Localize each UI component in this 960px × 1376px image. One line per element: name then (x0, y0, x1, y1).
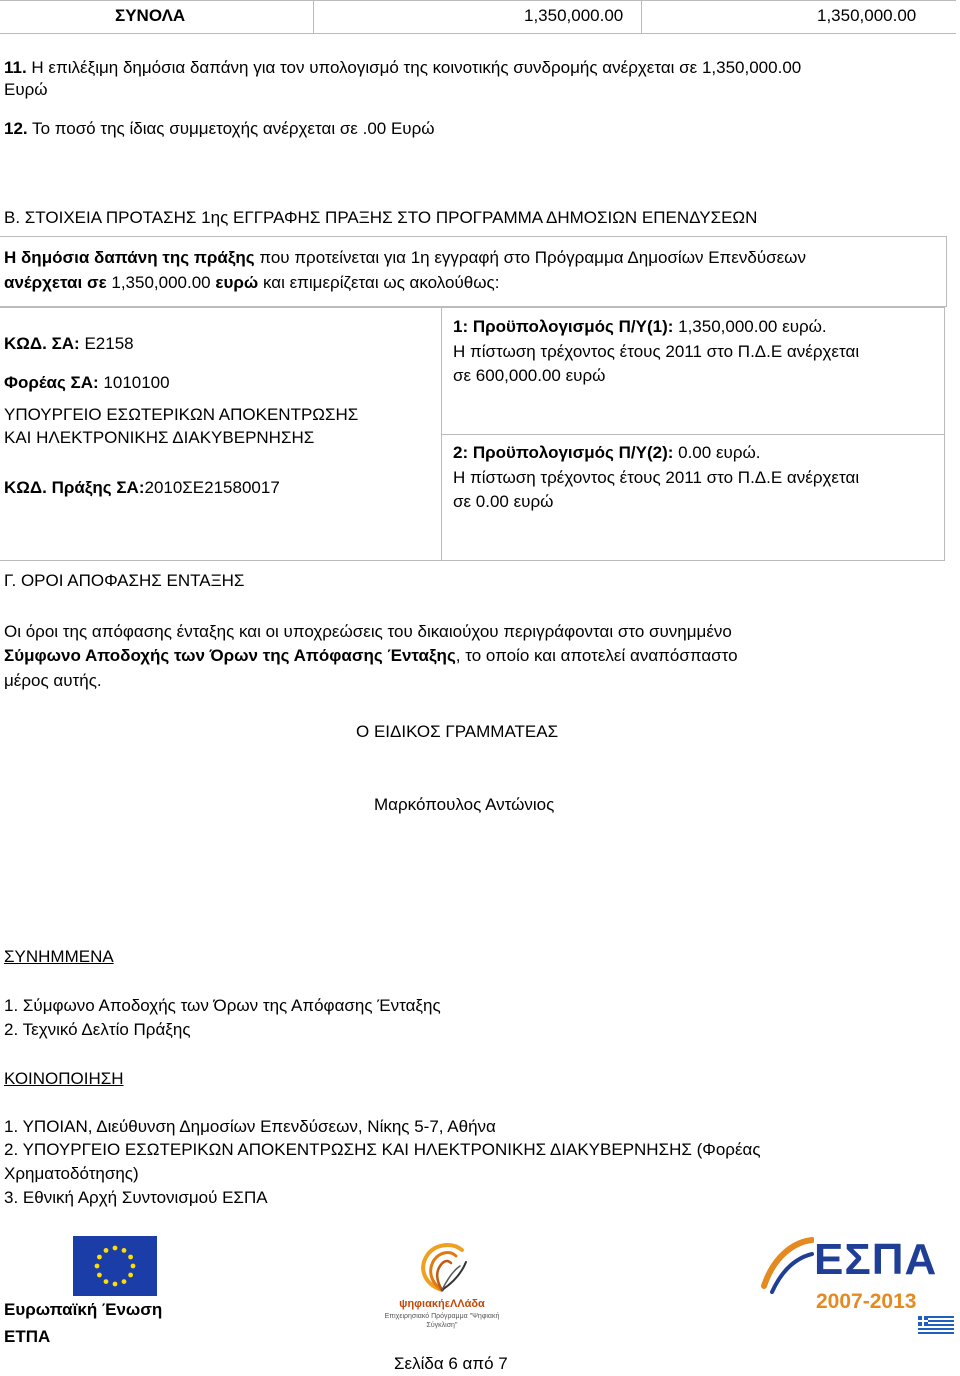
description-bold-1: Η δημόσια δαπάνη της πράξης (4, 248, 255, 267)
notification-item-1: 1. ΥΠΟΙΑΝ, Διεύθυνση Δημοσίων Επενδύσεων, Νίκης 5-7, Αθήνα (4, 1117, 496, 1136)
divider (313, 1, 314, 33)
signatory-title: Ο ΕΙΔΙΚΟΣ ΓΡΑΜΜΑΤΕΑΣ (356, 722, 559, 741)
budget-horizontal-divider (441, 434, 944, 435)
description-text-3: και επιμερίζεται ως ακολούθως: (258, 273, 500, 292)
notification-item-3: 3. Εθνική Αρχή Συντονισμού ΕΣΠΑ (4, 1188, 268, 1207)
notification-item-2-line-2: Χρηματοδότησης) (4, 1164, 139, 1183)
kod-praxis-label: ΚΩΔ. Πράξης ΣΑ: (4, 478, 145, 497)
notification-heading: ΚΟΙΝΟΠΟΙΗΣΗ (4, 1069, 124, 1088)
section-c-line-1: Οι όροι της απόφασης ένταξης και οι υποχρεώσεις του δικαιούχου περιγράφονται στο συνημμένο (4, 622, 732, 641)
greek-flag-icon (918, 1316, 954, 1334)
eu-flag-icon (73, 1236, 157, 1296)
totals-value-2: 1,350,000.00 (817, 6, 917, 25)
section-b-title: Β. ΣΤΟΙΧΕΙΑ ΠΡΟΤΑΣΗΣ 1ης ΕΓΓΡΑΦΗΣ ΠΡΑΞΗΣ ΣΤΟ ΠΡΟΓΡΑΜΜΑ ΔΗΜΟΣΙΩΝ ΕΠΕΝΔΥΣΕΩΝ (4, 208, 758, 227)
kod-praxis-value: 2010ΣΕ21580017 (144, 478, 280, 497)
item-12-text: Το ποσό της ίδιας συμμετοχής ανέρχεται σε .00 Ευρώ (27, 119, 435, 138)
espa-logo-years: 2007-2013 (816, 1290, 917, 1313)
foreas-sa-label: Φορέας ΣΑ: (4, 373, 99, 392)
agreement-title: Σύμφωνο Αποδοχής των Όρων της Απόφασης Ένταξης (4, 646, 456, 665)
kod-sa-value: Ε2158 (79, 334, 134, 353)
description-text-1: που προτείνεται για 1η εγγραφή στο Πρόγραμμα Δημοσίων Επενδύσεων (254, 248, 806, 267)
item-11-line-1 (4, 56, 801, 80)
foreas-sa (4, 371, 170, 395)
kod-praxis-sa (4, 476, 280, 500)
page-number: Σελίδα 6 από 7 (394, 1354, 508, 1373)
budget-2-value: 0.00 ευρώ. (673, 443, 761, 462)
totals-value-1: 1,350,000.00 (524, 6, 624, 25)
foreas-sa-value: 1010100 (98, 373, 170, 392)
totals-row (0, 0, 956, 34)
budget-2-line-3: σε 0.00 ευρώ (453, 492, 554, 511)
digital-greece-logo-text: ψηφιακήεΛΛάδα (399, 1298, 485, 1310)
description-text-2: 1,350,000.00 (106, 273, 216, 292)
espa-logo-text: ΕΣΠΑ (814, 1235, 938, 1284)
budget-2-line-2: Η πίστωση τρέχοντος έτους 2011 στο Π.Δ.Ε ανέρχεται (453, 468, 860, 487)
item-12-number: 12. (4, 119, 28, 138)
section-c-line-2-rest: , το οποίο και αποτελεί αναπόσπαστο (455, 646, 738, 665)
digital-greece-logo (382, 1232, 502, 1332)
section-c-title: Γ. ΟΡΟΙ ΑΠΟΦΑΣΗΣ ΕΝΤΑΞΗΣ (4, 571, 245, 590)
fund-label: ΕΤΠΑ (4, 1327, 51, 1346)
digital-greece-logo-subtext: Επιχειρησιακό Πρόγραμμα "Ψηφιακή Σύγκλιση" (384, 1313, 500, 1329)
section-c-line-2 (4, 644, 738, 668)
description-line-1 (4, 246, 806, 270)
budget-1-line-3: σε 600,000.00 ευρώ (453, 366, 606, 385)
item-12 (4, 117, 435, 141)
eu-stars (95, 1246, 136, 1287)
description-bold-2: ανέρχεται σε (4, 273, 107, 292)
eu-label: Ευρωπαϊκή Ένωση (4, 1300, 163, 1319)
item-11-text: Η επιλέξιμη δημόσια δαπάνη για τον υπολογισμό της κοινοτικής συνδρομής ανέρχεται σε 1,350,000.00 (26, 58, 802, 77)
description-line-2 (4, 271, 499, 295)
budget-1-value: 1,350,000.00 ευρώ. (673, 317, 827, 336)
budget-1-line-2: Η πίστωση τρέχοντος έτους 2011 στο Π.Δ.Ε ανέρχεται (453, 342, 860, 361)
kod-sa (4, 332, 134, 356)
item-11-line-2: Ευρώ (4, 80, 48, 99)
section-c-line-3: μέρος αυτής. (4, 671, 102, 690)
digital-greece-swirl-icon (382, 1232, 502, 1296)
signatory-name: Μαρκόπουλος Αντώνιος (374, 795, 555, 814)
attachment-item: 2. Τεχνικό Δελτίο Πράξης (4, 1020, 191, 1039)
budget-2-line-1 (453, 441, 760, 465)
budget-1-line-1 (453, 315, 827, 339)
notification-item-2-line-1: 2. ΥΠΟΥΡΓΕΙΟ ΕΣΩΤΕΡΙΚΩΝ ΑΠΟΚΕΝΤΡΩΣΗΣ ΚΑΙ ΗΛΕΚΤΡΟΝΙΚΗΣ ΔΙΑΚΥΒΕΡΝΗΣΗΣ (Φορέας (4, 1140, 761, 1159)
attachments-heading: ΣΥΝΗΜΜΕΝΑ (4, 947, 114, 966)
ministry-line-2: ΚΑΙ ΗΛΕΚΤΡΟΝΙΚΗΣ ΔΙΑΚΥΒΕΡΝΗΣΗΣ (4, 428, 315, 447)
budget-1-label: 1: Προϋπολογισμός Π/Υ(1): (453, 317, 674, 336)
kod-sa-label: ΚΩΔ. ΣΑ: (4, 334, 80, 353)
ministry-line-1: ΥΠΟΥΡΓΕΙΟ ΕΣΩΤΕΡΙΚΩΝ ΑΠΟΚΕΝΤΡΩΣΗΣ (4, 405, 359, 424)
espa-swoosh-icon (760, 1236, 814, 1296)
divider (641, 1, 642, 33)
attachment-item: 1. Σύμφωνο Αποδοχής των Όρων της Απόφασης Ένταξης (4, 996, 441, 1015)
budget-2-label: 2: Προϋπολογισμός Π/Υ(2): (453, 443, 674, 462)
espa-logo (760, 1232, 956, 1336)
item-11-number: 11. (4, 58, 27, 77)
totals-label: ΣΥΝΟΛΑ (115, 6, 186, 25)
description-bold-3: ευρώ (215, 273, 259, 292)
